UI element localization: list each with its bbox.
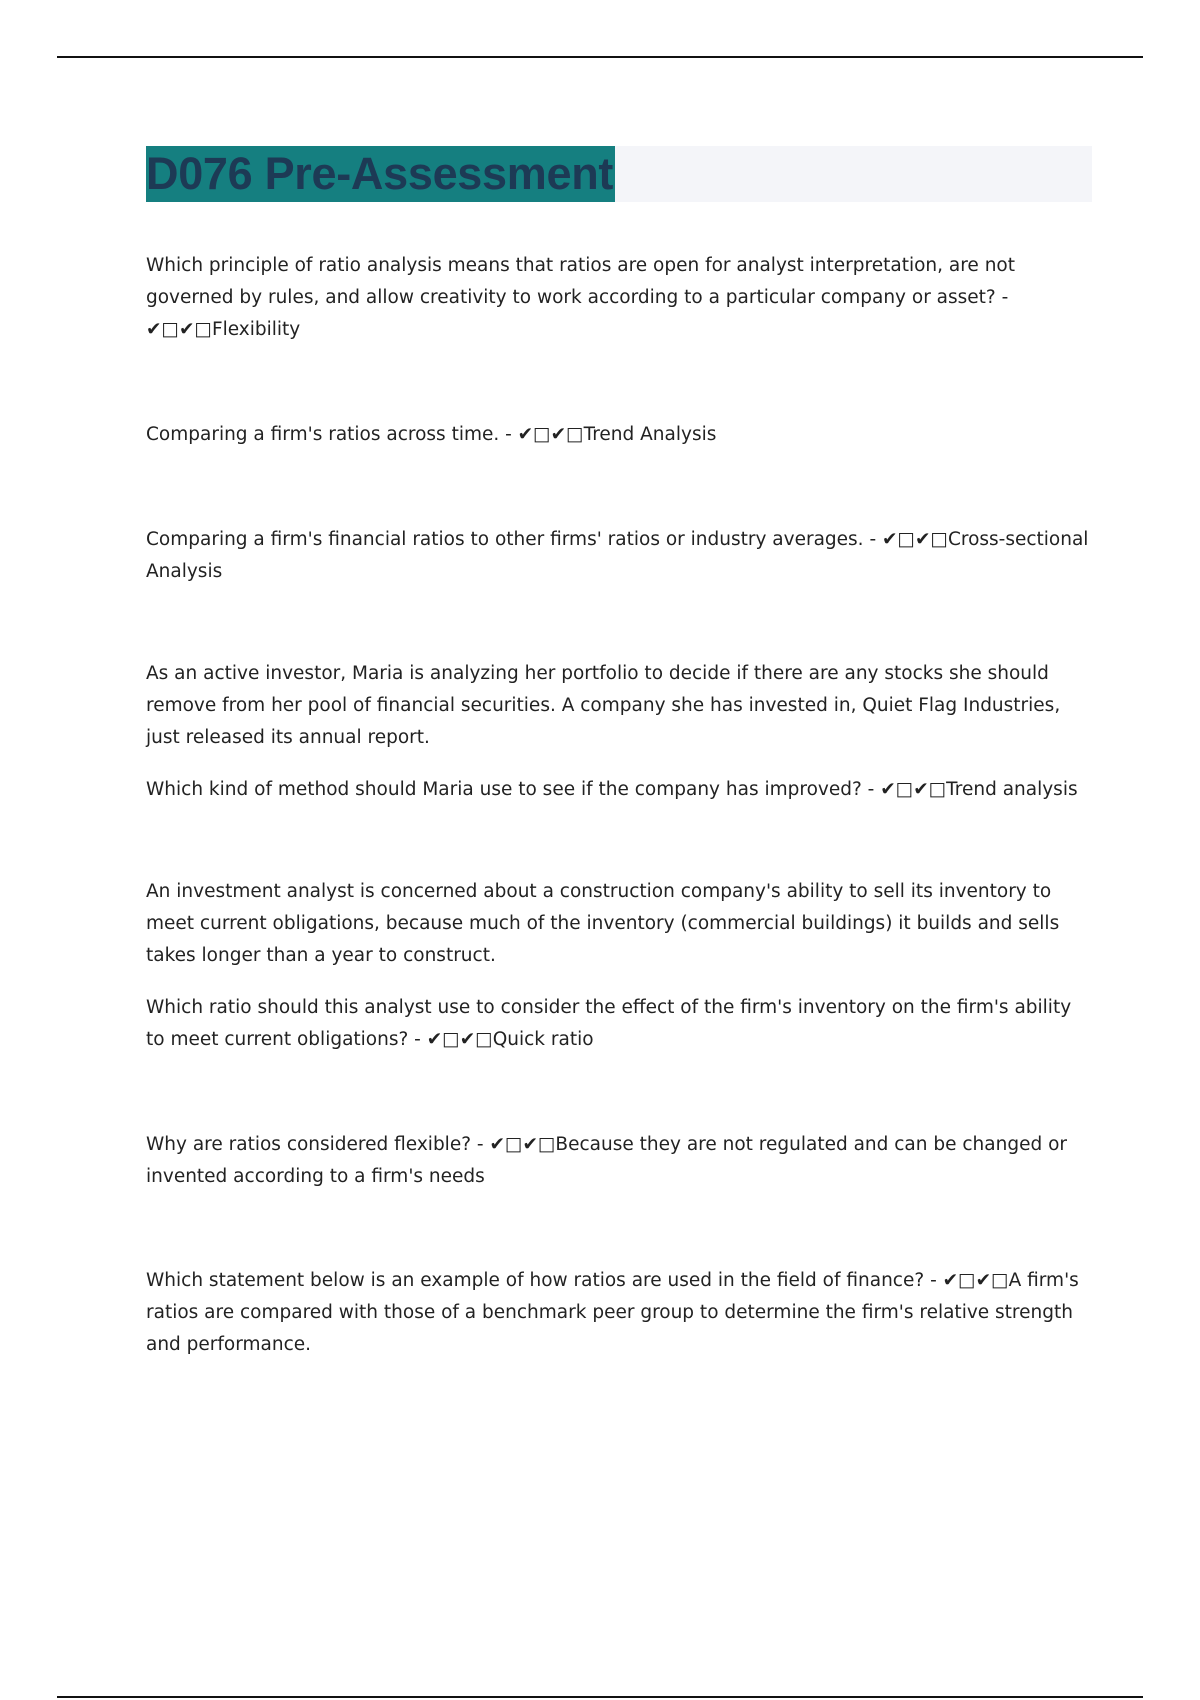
qa-question-answer: Which kind of method should Maria use to see if the company has improved? - ✔□✔□Trend analysis bbox=[146, 779, 1078, 800]
qa-question-answer: Comparing a firm's ratios across time. - ✔□✔□Trend Analysis bbox=[146, 424, 717, 445]
qa-question-answer: Why are ratios considered flexible? - ✔□✔□Because they are not regulated and can be changed or invented according to a firm's needs bbox=[146, 1134, 1068, 1187]
qa-item bbox=[146, 1265, 1092, 1361]
qa-item bbox=[146, 524, 1092, 588]
document-body bbox=[146, 250, 1092, 1361]
qa-question-answer: Which principle of ratio analysis means that ratios are open for analyst interpretation, are not governed by rules, and allow creativity to work according to a particular company or asset? - ✔□✔□Flexibility bbox=[146, 255, 1015, 340]
footer-rule bbox=[57, 1696, 1143, 1698]
qa-context: As an active investor, Maria is analyzing her portfolio to decide if there are any stocks she should remove from her pool of financial securities. A company she has invested in, Quiet Flag Industries, just released its annual report. bbox=[146, 663, 1061, 748]
qa-question-answer: Which statement below is an example of how ratios are used in the field of finance? - ✔□✔□A firm's ratios are compared with those of a benchmark peer group to determine the firm's relative strength and performance. bbox=[146, 1270, 1079, 1355]
qa-item bbox=[146, 419, 1092, 451]
qa-item bbox=[146, 1129, 1092, 1193]
qa-item bbox=[146, 876, 1092, 1056]
qa-item bbox=[146, 250, 1092, 346]
qa-context: An investment analyst is concerned about a construction company's ability to sell its inventory to meet current obligations, because much of the inventory (commercial buildings) it builds and sells takes longer than a year to construct. bbox=[146, 881, 1060, 966]
document-title: D076 Pre-Assessment bbox=[146, 148, 614, 199]
qa-question-answer: Which ratio should this analyst use to consider the effect of the firm's inventory on the firm's ability to meet current obligations? - ✔□✔□Quick ratio bbox=[146, 997, 1072, 1050]
title-highlight bbox=[146, 146, 615, 202]
qa-question-answer: Comparing a firm's financial ratios to other firms' ratios or industry averages. - ✔□✔□Cross-sectional Analysis bbox=[146, 529, 1089, 582]
header-rule bbox=[57, 56, 1143, 58]
qa-item bbox=[146, 658, 1092, 806]
